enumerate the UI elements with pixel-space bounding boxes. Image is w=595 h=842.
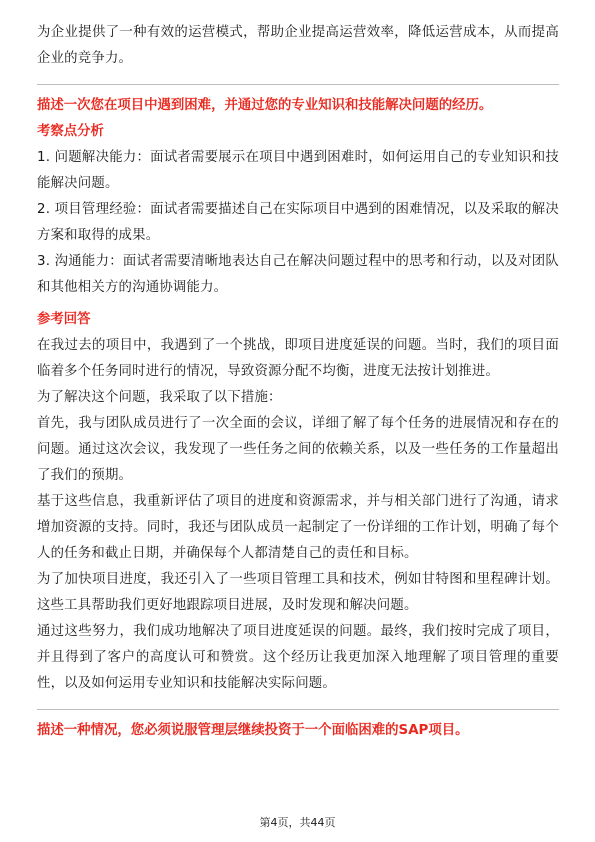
question-title: 描述一种情况，您必须说服管理层继续投资于一个面临困难的SAP项目。 [37, 723, 469, 738]
answer-paragraph: 首先，我与团队成员进行了一次全面的会议，详细了解了每个任务的进展情况和存在的问题。通过这次会议，我发现了一些任务之间的依赖关系，以及一些任务的工作量超出了我们的预期。 [37, 416, 559, 483]
answer-paragraph: 通过这些努力，我们成功地解决了项目进度延误的问题。最终，我们按时完成了项目，并且得到了客户的高度认可和赞赏。这个经历让我更加深入地理解了项目管理的重要性，以及如何运用专业知识和技能解决实际问题。 [37, 624, 559, 691]
page-content [37, 20, 559, 744]
section-divider [37, 709, 559, 710]
answer-paragraph: 为了解决这个问题，我采取了以下措施： [37, 390, 282, 405]
analysis-item: 1. 问题解决能力：面试者需要展示在项目中遇到困难时，如何运用自己的专业知识和技能解决问题。 [37, 150, 559, 191]
analysis-item: 3. 沟通能力：面试者需要清晰地表达自己在解决问题过程中的思考和行动，以及对团队和其他相关方的沟通协调能力。 [37, 254, 559, 295]
answer-paragraph: 在我过去的项目中，我遇到了一个挑战，即项目进度延误的问题。当时，我们的项目面临着多个任务同时进行的情况，导致资源分配不均衡，进度无法按计划推进。 [37, 338, 559, 379]
answer-paragraph: 基于这些信息，我重新评估了项目的进度和资源需求，并与相关部门进行了沟通，请求增加资源的支持。同时，我还与团队成员一起制定了一份详细的工作计划，明确了每个人的任务和截止日期，并确保每个人都清楚自己的责任和目标。 [37, 494, 559, 561]
answer-heading: 参考回答 [37, 312, 91, 327]
section-divider [37, 84, 559, 85]
question-title: 描述一次您在项目中遇到困难，并通过您的专业知识和技能解决问题的经历。 [37, 98, 493, 113]
intro-paragraph: 为企业提供了一种有效的运营模式，帮助企业提高运营效率，降低运营成本，从而提高企业的竞争力。 [37, 25, 559, 66]
answer-paragraph: 为了加快项目进度，我还引入了一些项目管理工具和技术，例如甘特图和里程碑计划。这些工具帮助我们更好地跟踪项目进展，及时发现和解决问题。 [37, 572, 559, 613]
page-number: 第4页，共44页 [259, 816, 336, 829]
analysis-item: 2. 项目管理经验：面试者需要描述自己在实际项目中遇到的困难情况，以及采取的解决方案和取得的成果。 [37, 202, 559, 243]
analysis-heading: 考察点分析 [37, 124, 104, 139]
